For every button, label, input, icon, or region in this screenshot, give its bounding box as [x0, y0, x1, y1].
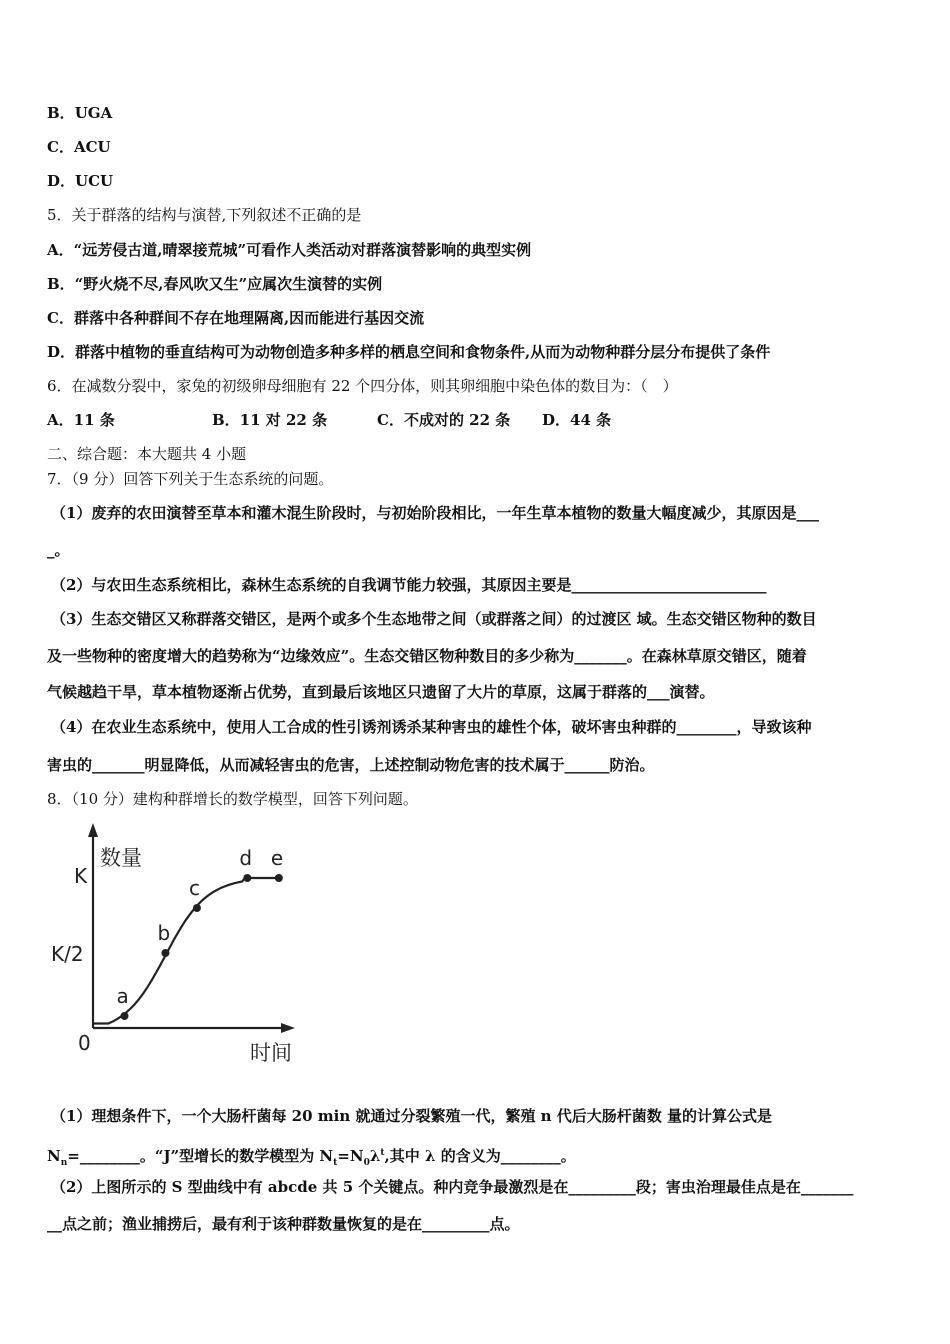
y-tick-k-half: K/2: [51, 942, 84, 966]
q7-part1: （1）废弃的农田演替至草本和灌木混生阶段时，与初始阶段相比，一年生草本植物的数量大幅度减少，其原因是___: [51, 504, 819, 522]
q7-part3-cont2: 气候越趋干旱，草本植物逐渐占优势，直到最后该地区只遗留了大片的草原，这属于群落的___演替。: [47, 683, 715, 701]
point-label-c: c: [188, 876, 200, 900]
q5-stem: 5．关于群落的结构与演替,下列叙述不正确的是: [47, 206, 362, 224]
point-b: [161, 949, 169, 957]
q7-part2: （2）与农田生态系统相比，森林生态系统的自我调节能力较强，其原因主要是__________________________: [51, 576, 767, 594]
q4-option-d: D．UCU: [47, 172, 114, 190]
point-label-a: a: [116, 984, 129, 1008]
q5-option-d: D．群落中植物的垂直结构可为动物创造多种多样的栖息空间和食物条件,从而为动物种群分层分布提供了条件: [47, 343, 771, 361]
population-growth-graph: [45, 815, 305, 1070]
y-tick-k: K: [74, 864, 88, 888]
point-label-d: d: [239, 846, 253, 870]
q5-option-a: A．“远芳侵古道,晴翠接荒城”可看作人类活动对群落演替影响的典型实例: [47, 241, 532, 259]
q6-option-d: D．44 条: [542, 411, 612, 429]
q7-stem: 7．（9 分）回答下列关于生态系统的问题。: [47, 470, 334, 488]
q8-part2: （2）上图所示的 S 型曲线中有 abcde 共 5 个关键点。种内竞争最激烈是在_________段；害虫治理最佳点是在_______: [51, 1178, 854, 1196]
point-d: [243, 874, 251, 882]
section-heading: 二、综合题：本大题共 4 小题: [47, 445, 247, 463]
origin-label: 0: [78, 1031, 91, 1055]
x-axis-arrow: [281, 1023, 295, 1033]
q6-option-b: B．11 对 22 条: [212, 411, 328, 429]
point-label-b: b: [157, 921, 171, 945]
y-axis-arrow: [88, 823, 98, 837]
q8-part2-cont: __点之前；渔业捕捞后，最有利于该种群数量恢复的是在_________点。: [47, 1215, 520, 1233]
q7-part3: （3）生态交错区又称群落交错区，是两个或多个生态地带之间（或群落之间）的过渡区 域。生态交错区物种的数目: [51, 610, 817, 628]
q4-option-b: B．UGA: [47, 104, 113, 122]
point-c: [193, 904, 201, 912]
q7-part4: （4）在农业生态系统中，使用人工合成的性引诱剂诱杀某种害虫的雄性个体，破坏害虫种群的________，导致该种: [51, 718, 812, 736]
y-axis-label: 数量: [100, 846, 142, 870]
x-axis-label: 时间: [250, 1041, 292, 1065]
q5-option-b: B．“野火烧不尽,春风吹又生”应属次生演替的实例: [47, 275, 383, 293]
point-a: [121, 1012, 129, 1020]
q8-part1: （1）理想条件下，一个大肠杆菌每 20 min 就通过分裂繁殖一代，繁殖 n 代后大肠杆菌数 量的计算公式是: [51, 1107, 773, 1125]
q6-stem: 6．在减数分裂中，家兔的初级卵母细胞有 22 个四分体，则其卵细胞中染色体的数目为：（ ）: [47, 377, 678, 395]
q7-part3-cont1: 及一些物种的密度增大的趋势称为“边缘效应”。生态交错区物种数目的多少称为_______。在森林草原交错区，随着: [47, 647, 807, 665]
q7-part1-cont: _。: [47, 541, 70, 559]
q7-part4-cont: 害虫的_______明显降低，从而减轻害虫的危害，上述控制动物危害的技术属于______防治。: [47, 756, 655, 774]
q5-option-c: C．群落中各种群间不存在地理隔离,因而能进行基因交流: [47, 309, 425, 327]
q8-stem: 8．（10 分）建构种群增长的数学模型，回答下列问题。: [47, 790, 418, 808]
q6-option-c: C．不成对的 22 条: [377, 411, 511, 429]
q8-part1-cont: $N_n=\_\_\_\_\_\_\_\_$。“J”型增长的数学模型为 $N_t=N_0\lambda^t$,其中 λ 的含义为________。: [47, 1147, 576, 1168]
q4-option-c: C．ACU: [47, 138, 111, 156]
point-label-e: e: [270, 846, 284, 870]
point-e: [275, 874, 283, 882]
q6-option-a: A．11 条: [47, 411, 115, 429]
